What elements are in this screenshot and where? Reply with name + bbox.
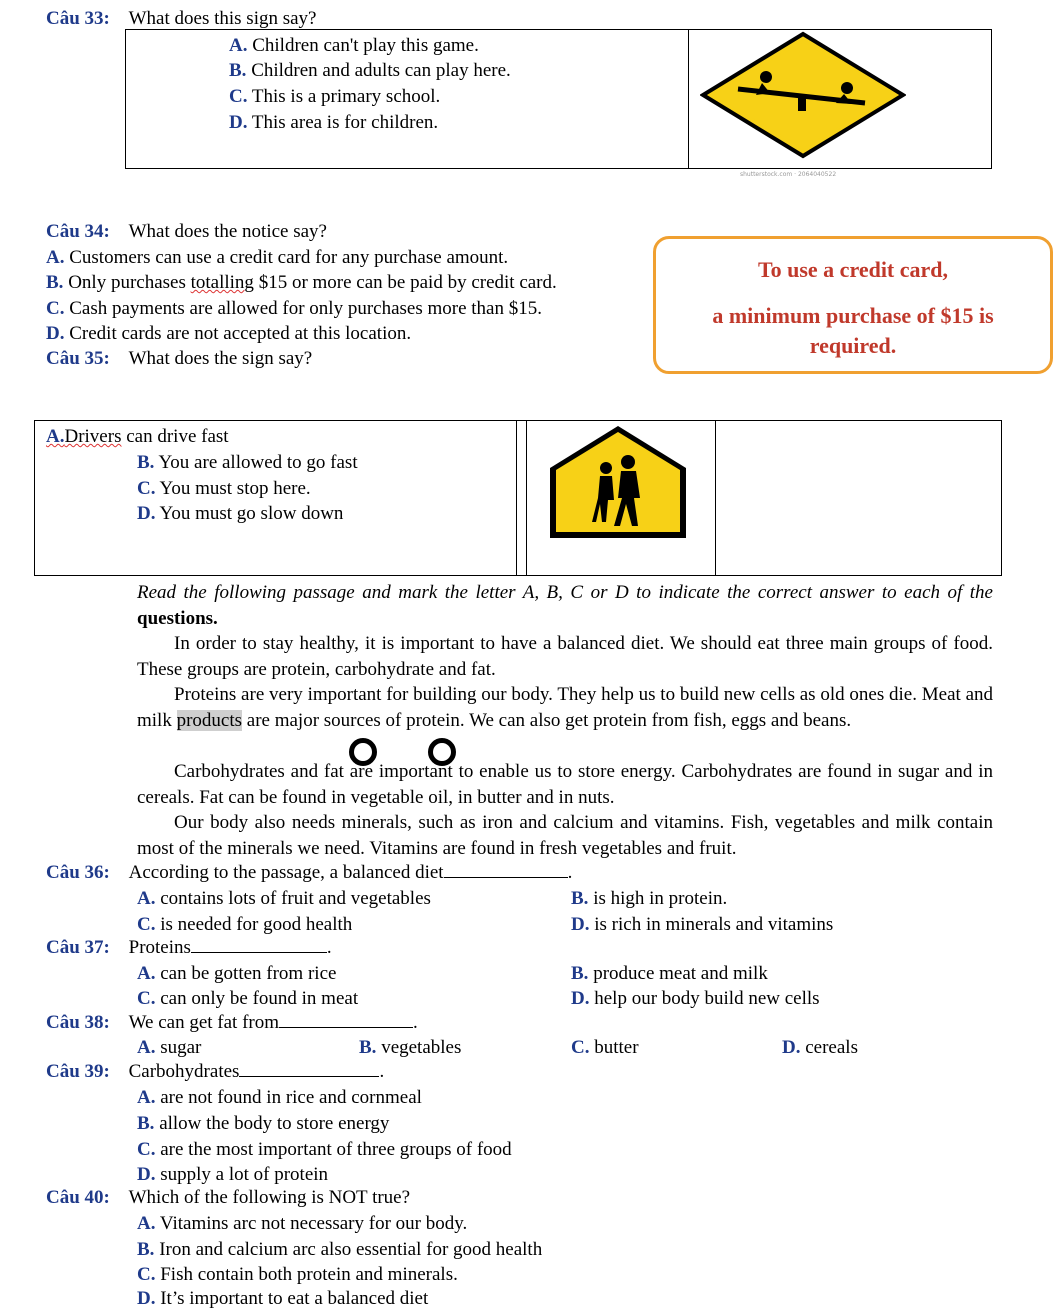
question-stem: We can get fat from	[128, 1012, 280, 1033]
q37-option-d[interactable]: D. help our body build new cells	[571, 988, 820, 1009]
question-stem: What does this sign say?	[128, 8, 317, 29]
q34-option-b[interactable]: B. Only purchases totalling $15 or more can be paid by credit card.	[46, 272, 557, 293]
q34-option-a[interactable]: A. Customers can use a credit card for any purchase amount.	[46, 247, 509, 268]
q38-option-d[interactable]: D. cereals	[782, 1037, 858, 1058]
q36-option-a[interactable]: A. contains lots of fruit and vegetables	[137, 888, 431, 909]
question-stem: Carbohydrates	[128, 1061, 240, 1082]
q37-option-c[interactable]: C. can only be found in meat	[137, 988, 359, 1009]
q35-header	[46, 346, 312, 371]
q33-option-d[interactable]: D. This area is for children.	[229, 112, 439, 133]
question-number: Câu 38:	[46, 1012, 110, 1033]
answer-blank	[191, 936, 327, 953]
q35-option-b[interactable]: B. You are allowed to go fast	[137, 452, 358, 473]
q39-header: Câu 39: Carbohydrates .	[46, 1061, 385, 1082]
q33-option-b[interactable]: B. Children and adults can play here.	[229, 60, 511, 81]
q40-option-d[interactable]: D. It’s important to eat a balanced diet	[137, 1288, 429, 1309]
q39-option-a[interactable]: A. are not found in rice and cornmeal	[137, 1087, 422, 1108]
q36-option-b[interactable]: B. is high in protein.	[571, 888, 728, 909]
passage-paragraph-1: In order to stay healthy, it is important to have a balanced diet. We should eat three main groups of food. These groups are protein, carbohydrate and fat.	[137, 633, 993, 680]
q38-header: Câu 38: We can get fat from .	[46, 1012, 418, 1033]
q37-option-b[interactable]: B. produce meat and milk	[571, 963, 768, 984]
q40-option-a[interactable]: A. Vitamins arc not necessary for our body.	[137, 1213, 468, 1234]
question-stem: According to the passage, a balanced diet	[128, 862, 444, 883]
q35-option-a[interactable]: A.Drivers can drive fast	[46, 426, 229, 447]
passage-paragraph-3: Carbohydrates and fat are important to enable us to store energy. Carbohydrates are found in sugar and in cereals. Fat can be found in vegetable oil, in butter and in nuts.	[137, 761, 993, 808]
watermark: shutterstock.com · 2064040522	[740, 171, 837, 178]
passage-instruction: Read the following passage and mark the letter A, B, C or D to indicate the correct answer to each of the questions.	[137, 582, 993, 629]
q34-option-c[interactable]: C. Cash payments are allowed for only purchases more than $15.	[46, 298, 542, 319]
q36-header: Câu 36: According to the passage, a balanced diet .	[46, 862, 573, 883]
q35-option-d[interactable]: D. You must go slow down	[137, 503, 344, 524]
q36-option-d[interactable]: D. is rich in minerals and vitamins	[571, 914, 834, 935]
question-number: Câu 33:	[46, 8, 110, 29]
question-stem: Proteins	[128, 937, 191, 958]
question-stem: Which of the following is NOT true?	[128, 1187, 411, 1208]
question-number: Câu 40:	[46, 1187, 110, 1208]
q37-header: Câu 37: Proteins .	[46, 937, 332, 958]
question-number: Câu 37:	[46, 937, 110, 958]
q38-option-c[interactable]: C. butter	[571, 1037, 639, 1058]
answer-blank	[279, 1011, 413, 1028]
q34-header	[46, 219, 327, 244]
question-stem: What does the notice say?	[128, 221, 327, 242]
q39-option-b[interactable]: B. allow the body to store energy	[137, 1113, 390, 1134]
q34-option-d[interactable]: D. Credit cards are not accepted at this location.	[46, 323, 412, 344]
circle-overlay-icon	[349, 738, 377, 766]
q35-option-c[interactable]: C. You must stop here.	[137, 478, 311, 499]
q38-option-b[interactable]: B. vegetables	[359, 1037, 462, 1058]
q33-header	[46, 6, 316, 31]
q39-option-d[interactable]: D. supply a lot of protein	[137, 1164, 329, 1185]
question-number: Câu 35:	[46, 348, 110, 369]
question-number: Câu 36:	[46, 862, 110, 883]
q40-option-c[interactable]: C. Fish contain both protein and minerals.	[137, 1264, 458, 1285]
circle-overlay-icon	[428, 738, 456, 766]
question-stem: What does the sign say?	[128, 348, 313, 369]
school-crossing-sign-icon	[548, 424, 688, 540]
q38-option-a[interactable]: A. sugar	[137, 1037, 202, 1058]
answer-blank	[444, 861, 568, 878]
q36-option-c[interactable]: C. is needed for good health	[137, 914, 353, 935]
q33-option-c[interactable]: C. This is a primary school.	[229, 86, 441, 107]
q40-option-b[interactable]: B. Iron and calcium arc also essential for good health	[137, 1239, 543, 1260]
q39-option-c[interactable]: C. are the most important of three groups of food	[137, 1139, 512, 1160]
q33-option-a[interactable]: A. Children can't play this game.	[229, 35, 479, 56]
passage-paragraph-4: Our body also needs minerals, such as iron and calcium and vitamins. Fish, vegetables and milk contain most of the minerals we need. Vitamins are found in fresh vegetables and fruit.	[137, 812, 993, 859]
q40-header	[46, 1185, 410, 1210]
answer-blank	[239, 1060, 379, 1077]
q37-option-a[interactable]: A. can be gotten from rice	[137, 963, 337, 984]
credit-card-notice: To use a credit card, a minimum purchase of $15 is required.	[653, 236, 1053, 374]
question-number: Câu 39:	[46, 1061, 110, 1082]
passage-paragraph-2: Proteins are very important for building our body. They help us to build new cells as old ones die. Meat and milk products are major sources of protein. We can also get protein from fish, eggs and beans.	[137, 684, 993, 731]
question-number: Câu 34:	[46, 221, 110, 242]
seesaw-sign-icon	[700, 31, 906, 161]
